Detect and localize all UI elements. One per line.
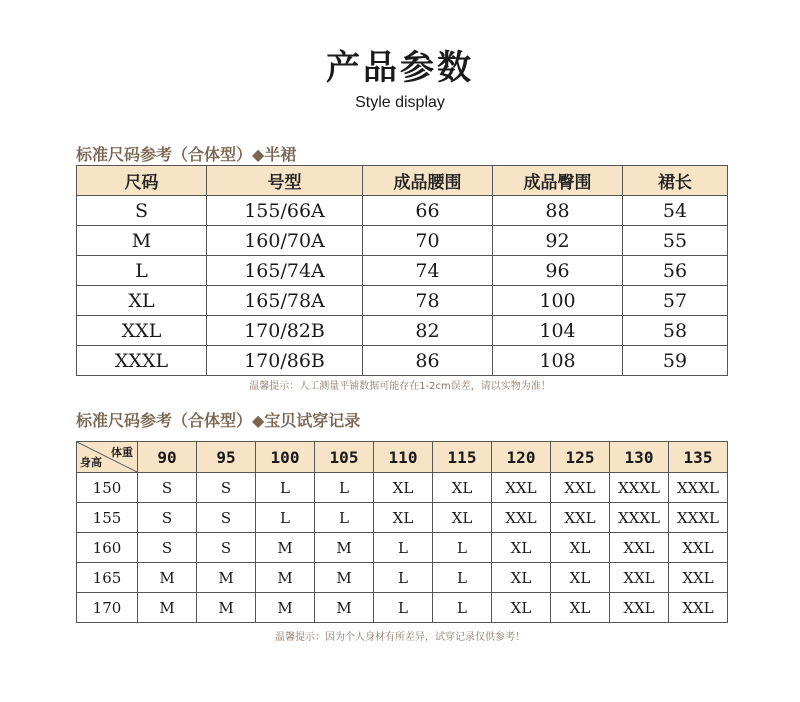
- size-cell: M: [197, 593, 256, 623]
- record-header-row: [77, 442, 728, 473]
- table-row: [77, 503, 728, 533]
- table-cell: 104: [493, 316, 623, 346]
- size-cell: XXL: [610, 533, 669, 563]
- table-row: [77, 256, 728, 286]
- skirt-table-body: [77, 196, 728, 376]
- table-cell: M: [77, 226, 207, 256]
- skirt-column-header: 尺码: [77, 166, 207, 196]
- size-cell: M: [138, 593, 197, 623]
- skirt-size-table: [76, 165, 728, 376]
- table-cell: 92: [493, 226, 623, 256]
- table-cell: 170/86B: [207, 346, 363, 376]
- skirt-header-row: [77, 166, 728, 196]
- size-cell: M: [315, 533, 374, 563]
- page-subtitle: Style display: [355, 94, 445, 111]
- weight-column-header: 120: [492, 442, 551, 473]
- table-row: [77, 563, 728, 593]
- skirt-column-header: 号型: [207, 166, 363, 196]
- size-cell: M: [197, 563, 256, 593]
- table-cell: 170/82B: [207, 316, 363, 346]
- page-title: 产品参数: [326, 48, 474, 88]
- table-cell: 96: [493, 256, 623, 286]
- size-cell: L: [315, 473, 374, 503]
- table-cell: 66: [363, 196, 493, 226]
- height-cell: 160: [77, 533, 138, 563]
- size-cell: S: [138, 503, 197, 533]
- size-cell: L: [433, 563, 492, 593]
- table-row: [77, 593, 728, 623]
- table-row: [77, 473, 728, 503]
- table-cell: 82: [363, 316, 493, 346]
- height-cell: 170: [77, 593, 138, 623]
- table-cell: 74: [363, 256, 493, 286]
- fitting-record-table: [76, 441, 728, 623]
- size-cell: L: [374, 563, 433, 593]
- table-cell: 58: [623, 316, 728, 346]
- size-cell: XXL: [610, 563, 669, 593]
- weight-column-header: 135: [669, 442, 728, 473]
- size-cell: M: [315, 593, 374, 623]
- size-cell: M: [138, 563, 197, 593]
- table-row: [77, 316, 728, 346]
- weight-column-header: 125: [551, 442, 610, 473]
- size-cell: S: [138, 473, 197, 503]
- skirt-note: 温馨提示：人工测量平铺数据可能存在1-2cm误差，请以实物为准！: [249, 381, 551, 392]
- size-cell: XXXL: [610, 503, 669, 533]
- size-cell: XXL: [492, 503, 551, 533]
- weight-column-header: 90: [138, 442, 197, 473]
- size-cell: XXL: [669, 533, 728, 563]
- table-cell: L: [77, 256, 207, 286]
- size-cell: XL: [433, 503, 492, 533]
- size-cell: XL: [551, 563, 610, 593]
- size-cell: L: [256, 473, 315, 503]
- skirt-section-title: 标准尺码参考（合体型）◆半裙: [76, 145, 297, 164]
- size-cell: XL: [551, 533, 610, 563]
- table-cell: 88: [493, 196, 623, 226]
- table-cell: XXXL: [77, 346, 207, 376]
- record-section-title: 标准尺码参考（合体型）◆宝贝试穿记录: [76, 411, 361, 430]
- size-cell: L: [315, 503, 374, 533]
- size-cell: L: [374, 593, 433, 623]
- size-cell: XL: [492, 593, 551, 623]
- table-row: [77, 286, 728, 316]
- weight-column-header: 95: [197, 442, 256, 473]
- size-cell: XXL: [610, 593, 669, 623]
- size-cell: XL: [374, 503, 433, 533]
- table-cell: 165/78A: [207, 286, 363, 316]
- size-cell: S: [138, 533, 197, 563]
- size-cell: XXXL: [669, 473, 728, 503]
- size-cell: XL: [492, 533, 551, 563]
- table-row: [77, 196, 728, 226]
- height-cell: 155: [77, 503, 138, 533]
- table-cell: 165/74A: [207, 256, 363, 286]
- size-cell: S: [197, 473, 256, 503]
- size-cell: XL: [492, 563, 551, 593]
- table-cell: S: [77, 196, 207, 226]
- table-row: [77, 226, 728, 256]
- height-cell: 165: [77, 563, 138, 593]
- table-row: [77, 346, 728, 376]
- record-table-body: [77, 473, 728, 623]
- table-cell: 78: [363, 286, 493, 316]
- size-cell: XXL: [551, 473, 610, 503]
- table-row: [77, 533, 728, 563]
- size-cell: XL: [374, 473, 433, 503]
- size-cell: L: [433, 593, 492, 623]
- weight-column-header: 130: [610, 442, 669, 473]
- size-cell: M: [256, 533, 315, 563]
- weight-column-header: 110: [374, 442, 433, 473]
- table-cell: 160/70A: [207, 226, 363, 256]
- weight-column-header: 100: [256, 442, 315, 473]
- table-cell: 155/66A: [207, 196, 363, 226]
- size-cell: L: [374, 533, 433, 563]
- record-note: 温馨提示：因为个人身材有所差异，试穿记录仅供参考！: [275, 632, 525, 643]
- table-cell: 108: [493, 346, 623, 376]
- size-cell: S: [197, 503, 256, 533]
- weight-label: 体重: [111, 446, 133, 459]
- size-cell: S: [197, 533, 256, 563]
- size-cell: XXL: [492, 473, 551, 503]
- skirt-column-header: 裙长: [623, 166, 728, 196]
- height-label: 身高: [80, 456, 102, 469]
- table-cell: 57: [623, 286, 728, 316]
- size-cell: M: [256, 563, 315, 593]
- table-cell: 56: [623, 256, 728, 286]
- corner-header-cell: [77, 442, 138, 473]
- table-cell: 100: [493, 286, 623, 316]
- size-cell: M: [256, 593, 315, 623]
- size-cell: XL: [433, 473, 492, 503]
- table-cell: XXL: [77, 316, 207, 346]
- size-cell: XXL: [669, 563, 728, 593]
- size-cell: XXXL: [669, 503, 728, 533]
- table-cell: 54: [623, 196, 728, 226]
- size-cell: L: [433, 533, 492, 563]
- size-cell: L: [256, 503, 315, 533]
- size-cell: XXL: [669, 593, 728, 623]
- table-cell: 70: [363, 226, 493, 256]
- size-cell: M: [315, 563, 374, 593]
- size-cell: XXL: [551, 503, 610, 533]
- skirt-column-header: 成品臀围: [493, 166, 623, 196]
- height-cell: 150: [77, 473, 138, 503]
- size-cell: XXXL: [610, 473, 669, 503]
- skirt-column-header: 成品腰围: [363, 166, 493, 196]
- table-cell: XL: [77, 286, 207, 316]
- size-cell: XL: [551, 593, 610, 623]
- table-cell: 86: [363, 346, 493, 376]
- weight-column-header: 115: [433, 442, 492, 473]
- table-cell: 59: [623, 346, 728, 376]
- weight-column-header: 105: [315, 442, 374, 473]
- table-cell: 55: [623, 226, 728, 256]
